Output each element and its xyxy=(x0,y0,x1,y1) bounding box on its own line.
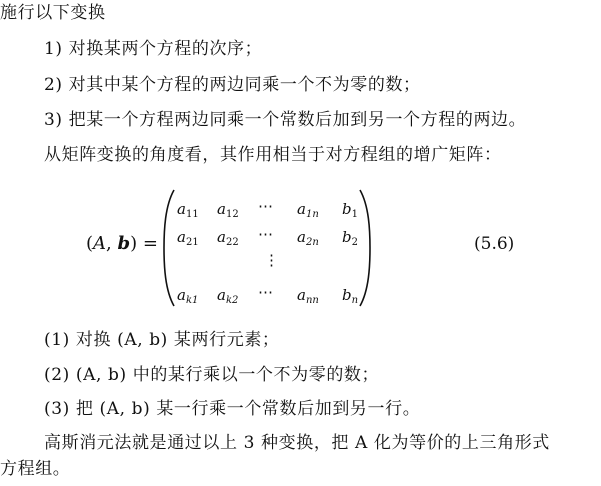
left-parenthesis xyxy=(162,188,176,308)
matrix-cell-rowk-dots: ⋯ xyxy=(258,283,274,301)
matrix-view-line: 从矩阵变换的角度看，其作用相当于对方程组的增广矩阵： xyxy=(44,145,502,165)
right-parenthesis xyxy=(358,188,372,308)
matrix-cell-ann: $a_{nn}$ xyxy=(297,286,319,306)
augmented-matrix xyxy=(162,188,372,308)
operation-3: 3) 把某一个方程两边同乘一个常数后加到另一个方程的两边。 xyxy=(44,110,527,130)
intro-line: 施行以下变换 xyxy=(0,3,106,23)
summary-line-2: 方程组。 xyxy=(0,459,71,479)
matrix-cell-a12: $a_{12}$ xyxy=(217,200,239,220)
matrix-cell-a22: $a_{22}$ xyxy=(217,228,239,248)
row-operation-1: (1) 对换 (A, b) 某两行元素； xyxy=(44,330,280,350)
matrix-cell-a11: $a_{11}$ xyxy=(177,200,199,220)
summary-line-1: 高斯消元法就是通过以上 3 种变换，把 A 化为等价的上三角形式 xyxy=(44,433,550,453)
matrix-cell-a2n: $a_{2n}$ xyxy=(297,228,319,248)
matrix-cell-b1: $b_1$ xyxy=(342,200,358,220)
row-operation-3: (3) 把 (A, b) 某一行乘一个常数后加到另一行。 xyxy=(44,399,421,419)
matrix-cell-row1-dots: ⋯ xyxy=(258,197,274,215)
matrix-cell-a21: $a_{21}$ xyxy=(177,228,199,248)
row-operation-2: (2) (A, b) 中的某行乘以一个不为零的数； xyxy=(44,365,380,385)
equation-number: (5.6) xyxy=(474,234,515,254)
matrix-cell-ak2: $a_{k2}$ xyxy=(217,286,239,306)
matrix-cell-ak1: $a_{k1}$ xyxy=(177,286,199,306)
matrix-cell-row2-dots: ⋯ xyxy=(258,225,274,243)
operation-2: 2) 对其中某个方程的两边同乘一个不为零的数； xyxy=(44,75,421,95)
operation-1: 1) 对换某两个方程的次序； xyxy=(44,39,263,59)
matrix-cell-b2: $b_2$ xyxy=(342,228,358,248)
matrix-cell-bn: $b_n$ xyxy=(342,286,359,306)
augmented-matrix-equation xyxy=(0,188,601,308)
equation-lhs: (A, b) = xyxy=(86,233,158,254)
matrix-vertical-dots: ⋮ xyxy=(264,251,280,269)
matrix-cell-a1n: $a_{1n}$ xyxy=(297,200,319,220)
